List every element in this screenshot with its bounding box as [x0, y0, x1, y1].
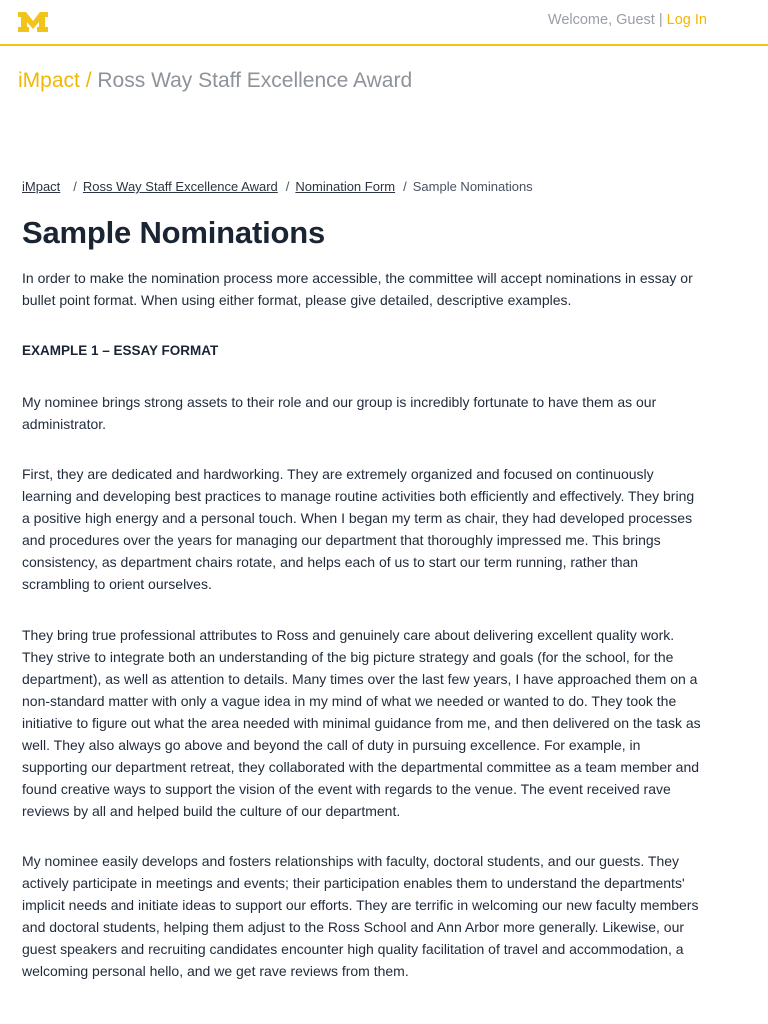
site-title	[18, 69, 412, 93]
breadcrumb-separator: /	[403, 179, 407, 194]
top-bar	[0, 0, 768, 46]
login-link[interactable]: Log In	[666, 12, 707, 28]
breadcrumb-current: Sample Nominations	[412, 179, 533, 194]
breadcrumb-link-nomination-form[interactable]: Nomination Form	[295, 179, 396, 194]
intro-paragraph: In order to make the nomination process more accessible, the committee will accept nominations in essay or bullet point format. When using either format, please give detailed, descriptive examples.	[22, 270, 693, 308]
block-m-logo-icon[interactable]	[18, 12, 48, 32]
breadcrumb-link-impact[interactable]: iMpact	[22, 179, 61, 194]
essay-paragraph-3: They bring true professional attributes to Ross and genuinely care about delivering excellent quality work. They strive to integrate both an understanding of the big picture strategy and goals (for the school, for the department), as well as attention to details. Many times over the last few years, I have approached them on a non-standard matter with only a vague idea in my mind of what we needed or wanted to do. They took the initiative to figure out what the area needed with minimal guidance from me, and then delivered on the task as well. They also always go above and beyond the call of duty in pursuing excellence. For example, in supporting our department retreat, they collaborated with the departmental committee as a team member and found creative ways to support the vision of the event with regards to the venue. The event received rave reviews by all and helped build the culture of our department.	[22, 627, 701, 819]
essay-paragraph-4: My nominee easily develops and fosters relationships with faculty, doctoral students, and our guests. They actively participate in meetings and events; their participation enables them to understand the departments' implicit needs and initiate ideas to support our efforts. They are terrific in welcoming our new faculty members and doctoral students, helping them adjust to the Ross School and Ann Arbor more generally. Likewise, our guest speakers and recruiting candidates encounter high quality facilitation of travel and accommodation, a welcoming personal hello, and we get rave reviews from them.	[22, 853, 699, 979]
user-bar-separator: |	[658, 12, 663, 28]
breadcrumb	[22, 179, 533, 194]
site-brand-link[interactable]: iMpact	[18, 69, 80, 92]
breadcrumb-link-award[interactable]: Ross Way Staff Excellence Award	[82, 179, 278, 194]
essay-paragraph-1: My nominee brings strong assets to their role and our group is incredibly fortunate to have them as our administrator.	[22, 394, 657, 432]
breadcrumb-separator: /	[285, 179, 290, 194]
page-title: Sample Nominations	[22, 215, 326, 250]
site-subtitle: Ross Way Staff Excellence Award	[97, 69, 413, 92]
breadcrumb-separator: /	[73, 179, 77, 194]
main-content	[22, 212, 702, 982]
site-title-separator: /	[85, 69, 92, 92]
example-heading: EXAMPLE 1 – ESSAY FORMAT	[22, 343, 219, 358]
essay-paragraph-2: First, they are dedicated and hardworking. They are extremely organized and focused on continuously learning and developing best practices to manage routine activities both efficiently and effectively. They bring a positive high energy and a personal touch. When I began my term as chair, they had developed processes and procedures over the years for managing our department that thoroughly impressed me. This brings consistency, as department chairs rotate, and helps each of us to start our term running, rather than scrambling to orient ourselves.	[22, 466, 695, 592]
user-bar	[548, 12, 707, 28]
welcome-text: Welcome, Guest	[547, 12, 655, 28]
